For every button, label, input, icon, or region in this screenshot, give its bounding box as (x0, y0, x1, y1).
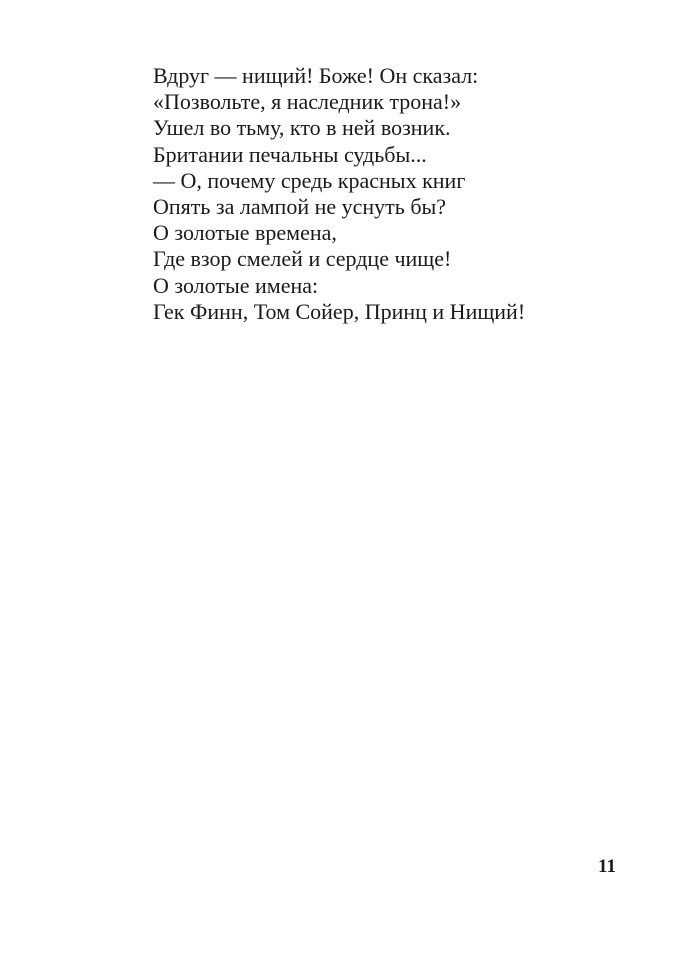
poem-line: — О, почему средь красных книг (153, 167, 466, 193)
poem-line: Британии печальны судьбы... (153, 141, 427, 167)
page-number: 11 (598, 856, 616, 877)
poem-stanza (153, 63, 573, 325)
poem-line: Гек Финн, Том Сойер, Принц и Нищий! (153, 298, 526, 324)
poem-line: «Позвольте, я наследник трона!» (153, 89, 462, 115)
poem-line: О золотые имена: (153, 272, 319, 298)
poem-line: Вдруг — нищий! Боже! Он сказал: (153, 63, 479, 88)
poem-line: О золотые времена, (153, 220, 337, 246)
poem-line: Опять за лампой не уснуть бы? (153, 194, 447, 220)
poem-line: Где взор смелей и сердце чище! (153, 246, 452, 272)
poem-line: Ушел во тьму, кто в ней возник. (153, 115, 451, 141)
